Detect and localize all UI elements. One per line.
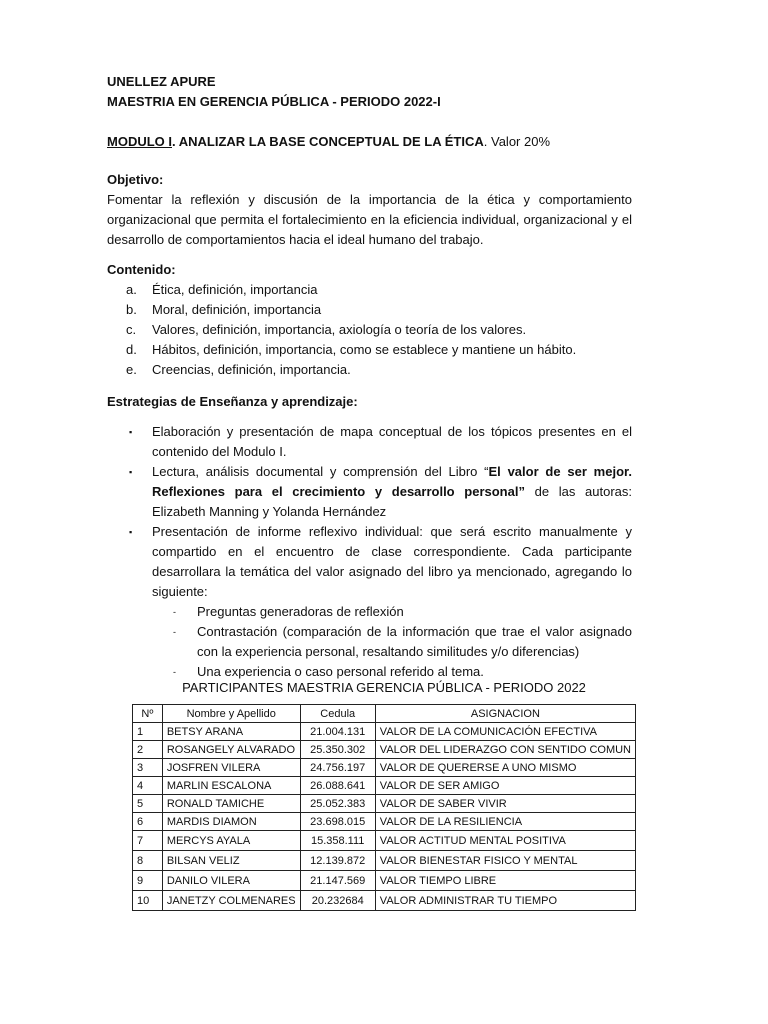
list-item: - Contrastación (comparación de la información que trae el valor asignado con la experiencia personal, resaltando similitudes y/o diferencias)	[152, 622, 632, 662]
list-item: e. Creencias, definición, importancia.	[126, 362, 351, 377]
strategies-list	[107, 422, 632, 682]
list-item: - Una experiencia o caso personal referido al tema.	[152, 662, 632, 682]
table-header-row	[133, 705, 636, 723]
content-list	[107, 280, 632, 380]
content-heading: Contenido:	[107, 262, 176, 277]
table-row: 9 DANILO VILERA 21.147.569 VALOR TIEMPO LIBRE	[133, 871, 636, 891]
bullet-icon: ▪	[129, 427, 133, 437]
column-header: Nº	[133, 705, 163, 723]
participants-title: PARTICIPANTES MAESTRIA GERENCIA PÚBLICA - PERIODO 2022	[182, 680, 586, 695]
participants-table	[132, 704, 636, 911]
list-item: - Preguntas generadoras de reflexión	[152, 602, 632, 622]
dash-icon: -	[173, 607, 176, 617]
list-item: d. Hábitos, definición, importancia, como se establece y mantiene un hábito.	[126, 342, 577, 357]
strategies-heading: Estrategias de Enseñanza y aprendizaje:	[107, 394, 358, 409]
institution-heading: UNELLEZ APURE	[107, 74, 216, 89]
table-row: 7 MERCYS AYALA 15.358.111 VALOR ACTITUD MENTAL POSITIVA	[133, 831, 636, 851]
table-row: 4 MARLIN ESCALONA 26.088.641 VALOR DE SER AMIGO	[133, 777, 636, 795]
column-header: Nombre y Apellido	[162, 705, 300, 723]
module-value: . Valor 20%	[483, 134, 551, 149]
column-header: Cedula	[300, 705, 375, 723]
table-row: 1 BETSY ARANA 21.004.131 VALOR DE LA COMUNICACIÓN EFECTIVA	[133, 723, 636, 741]
column-header: ASIGNACION	[375, 705, 635, 723]
list-item: c. Valores, definición, importancia, axiología o teoría de los valores.	[126, 322, 527, 337]
table-row: 10 JANETZY COLMENARES 20.232684 VALOR ADMINISTRAR TU TIEMPO	[133, 891, 636, 911]
bullet-icon: ▪	[129, 527, 133, 537]
module-title: . ANALIZAR LA BASE CONCEPTUAL DE LA ÉTICA	[172, 134, 484, 149]
module-heading	[107, 132, 632, 152]
list-item: b. Moral, definición, importancia	[126, 302, 322, 317]
list-item: a. Ética, definición, importancia	[126, 282, 318, 297]
document-body	[107, 72, 632, 682]
sub-list	[152, 602, 632, 682]
table-row: 2 ROSANGELY ALVARADO 25.350.302 VALOR DEL LIDERAZGO CON SENTIDO COMUN	[133, 741, 636, 759]
book-title: El valor de ser mejor. Reflexiones para el crecimiento y desarrollo personal”	[152, 464, 632, 499]
dash-icon: -	[173, 627, 176, 637]
program-heading: MAESTRIA EN GERENCIA PÚBLICA - PERIODO 2022-I	[107, 94, 441, 109]
dash-icon: -	[173, 667, 176, 677]
table-row: 8 BILSAN VELIZ 12.139.872 VALOR BIENESTAR FISICO Y MENTAL	[133, 851, 636, 871]
objective-text: Fomentar la reflexión y discusión de la importancia de la ética y comportamiento organizacional que permita el fortalecimiento en la eficiencia individual, organizacional y el desarrollo de comportamientos hacia el ideal humano del trabajo.	[107, 192, 632, 247]
table-row: 6 MARDIS DIAMON 23.698.015 VALOR DE LA RESILIENCIA	[133, 813, 636, 831]
bullet-icon: ▪	[129, 467, 133, 477]
list-item: ▪ Lectura, análisis documental y comprensión del Libro “El valor de ser mejor. Reflexiones para el crecimiento y desarrollo personal” de las autoras: Elizabeth Manning y Yolanda Hernández	[107, 462, 632, 522]
table-row: 3 JOSFREN VILERA 24.756.197 VALOR DE QUERERSE A UNO MISMO	[133, 759, 636, 777]
objective-heading: Objetivo:	[107, 172, 164, 187]
list-item: ▪ Elaboración y presentación de mapa conceptual de los tópicos presentes en el contenido del Modulo I.	[107, 422, 632, 462]
list-item: ▪ Presentación de informe reflexivo individual: que será escrito manualmente y compartido en el encuentro de clase correspondiente. Cada participante desarrollara la temática del valor asignado del libro ya mencionado, agregando lo siguiente: - Preguntas generadoras de reflexión - Contrastación (comparación de la información que trae el valor asignado con la experiencia personal, resaltando similitudes y/o diferencias) - Una experiencia o caso personal referido al tema.	[107, 522, 632, 682]
module-label: MODULO I	[107, 134, 172, 149]
table-row: 5 RONALD TAMICHE 25.052.383 VALOR DE SABER VIVIR	[133, 795, 636, 813]
